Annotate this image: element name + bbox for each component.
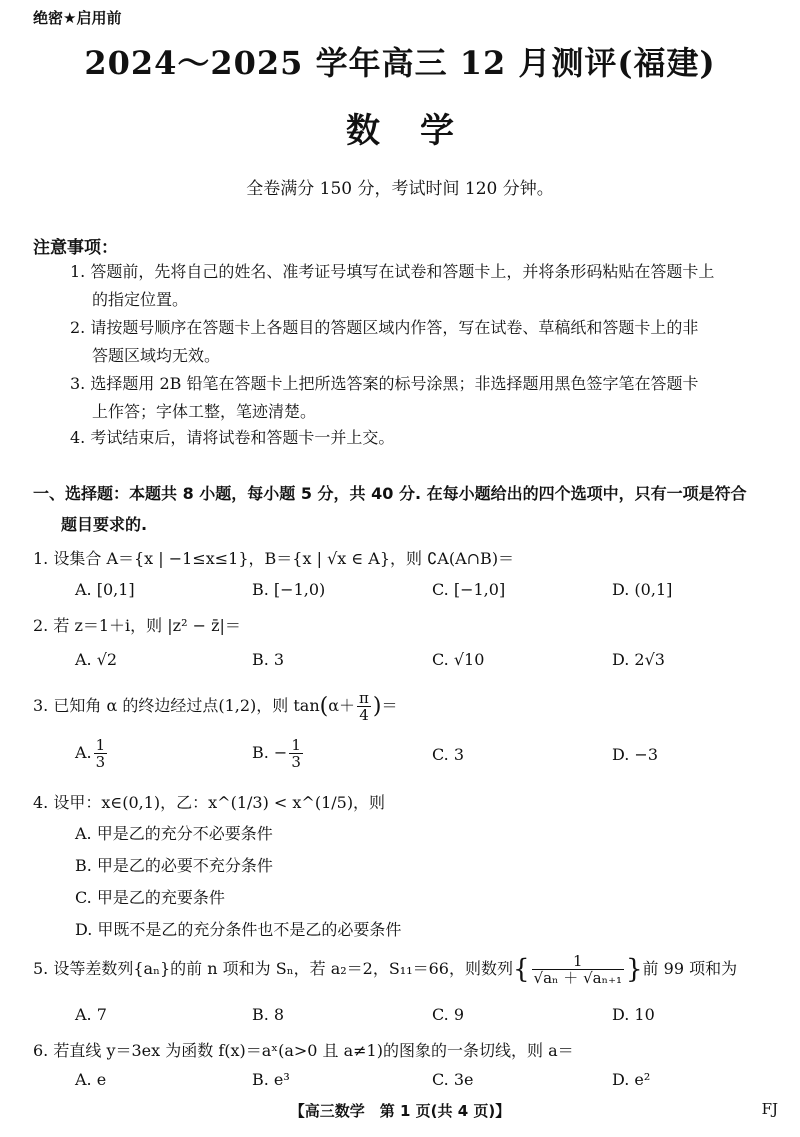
q2-option-c: C. √10 <box>432 650 485 669</box>
q2-option-d: D. 2√3 <box>612 650 665 669</box>
q4-option-c: C. 甲是乙的充要条件 <box>75 888 225 907</box>
q2-option-a: A. √2 <box>75 650 118 669</box>
q2-option-b: B. 3 <box>252 650 285 669</box>
frac-num: π <box>359 689 369 707</box>
frac-num: 1 <box>291 736 301 754</box>
question-4-stem: 4. 设甲：x∈(0,1)，乙：x^(1/3) < x^(1/5)，则 <box>33 793 386 812</box>
confidential-label: 绝密★启用前 <box>33 9 122 27</box>
notice-line: 3. 选择题用 2B 铅笔在答题卡上把所选答案的标号涂黑；非选择题用黑色签字笔在答题卡 <box>70 374 699 393</box>
question-2-stem: 2. 若 z＝1＋i，则 |z² − z̄|＝ <box>33 616 241 635</box>
q5-stem-tail: 前 99 项和为 <box>642 959 738 978</box>
pi-over-4 <box>357 690 371 723</box>
notice-item <box>70 258 770 314</box>
subject-title: 数学 <box>346 111 494 151</box>
fraction <box>94 737 108 770</box>
option-letter: B. − <box>252 743 288 762</box>
frac-num: 1 <box>532 953 624 970</box>
q5-option-c: C. 9 <box>432 1005 465 1024</box>
section-line: 一、选择题：本题共 8 小题，每小题 5 分，共 40 分. 在每小题给出的四个选项中，只有一项是符合 <box>33 484 747 503</box>
notice-line: 4. 考试结束后，请将试卷和答题卡一并上交。 <box>70 428 395 447</box>
page-footer: 【高三数学 第 1 页(共 4 页)】 <box>289 1102 511 1120</box>
notice-title: 注意事项： <box>33 238 118 258</box>
score-info: 全卷满分 150 分，考试时间 120 分钟。 <box>246 179 554 199</box>
q3-stem-eq: ＝ <box>381 696 398 715</box>
notice-item <box>70 314 770 370</box>
q4-option-b: B. 甲是乙的必要不充分条件 <box>75 856 273 875</box>
q5-option-b: B. 8 <box>252 1005 285 1024</box>
option-letter: A. <box>75 743 92 762</box>
notice-item <box>70 424 770 452</box>
q1-option-c: C. [−1,0] <box>432 580 506 599</box>
q3-stem-expr: α＋ <box>328 696 356 715</box>
notice-line: 答题区域均无效。 <box>92 346 221 365</box>
q4-option-d: D. 甲既不是乙的充分条件也不是乙的必要条件 <box>75 920 402 939</box>
q6-option-d: D. e² <box>612 1070 651 1089</box>
q5-option-d: D. 10 <box>612 1005 655 1024</box>
q5-option-a: A. 7 <box>75 1005 107 1024</box>
question-3-stem: 3. 已知角 α 的终边经过点(1,2)，则 tan(α＋ $\frac{\pi}{4}$ )＝ <box>33 689 398 724</box>
exam-title: 2024～2025 学年高三 12 月测评(福建) <box>84 44 716 82</box>
q3-option-c: C. 3 <box>432 745 465 764</box>
question-5-stem: 5. 设等差数列{aₙ}的前 n 项和为 Sₙ，若 a₂＝2，S₁₁＝66，则数列{ $\frac{1}{\text{√aₙ ＋ √aₙ₊₁}}$ }前 99 项和为 <box>33 952 738 987</box>
q6-option-b: B. e³ <box>252 1070 290 1089</box>
q5-stem-text: 5. 设等差数列{aₙ}的前 n 项和为 Sₙ，若 a₂＝2，S₁₁＝66，则数列 <box>33 959 513 978</box>
q1-option-a: A. [0,1] <box>75 580 135 599</box>
notice-line: 上作答；字体工整，笔迹清楚。 <box>92 402 317 421</box>
frac-den: 3 <box>291 753 301 771</box>
notice-line: 1. 答题前，先将自己的姓名、准考证号填写在试卷和答题卡上，并将条形码粘贴在答题卡上 <box>70 262 715 281</box>
frac-den: 3 <box>95 753 106 771</box>
question-1-stem: 1. 设集合 A＝{x | −1≤x≤1}，B＝{x | √x ∈ A}，则 ∁A(A∩B)＝ <box>33 549 515 568</box>
q1-option-d: D. (0,1] <box>612 580 673 599</box>
q5-fraction <box>532 953 624 986</box>
section-heading <box>33 478 778 540</box>
q6-option-a: A. e <box>75 1070 107 1089</box>
q6-option-c: C. 3e <box>432 1070 474 1089</box>
frac-num: 1 <box>95 736 106 754</box>
q1-option-b: B. [−1,0) <box>252 580 326 599</box>
q3-option-d: D. −3 <box>612 745 659 764</box>
q4-option-a: A. 甲是乙的充分不必要条件 <box>75 824 273 843</box>
q3-option-b <box>252 737 305 770</box>
q3-stem-text: 3. 已知角 α 的终边经过点(1,2)，则 tan <box>33 696 320 715</box>
q3-option-a <box>75 737 109 770</box>
section-line: 题目要求的. <box>61 515 148 534</box>
fraction <box>289 737 303 770</box>
frac-den: 4 <box>359 706 369 724</box>
notice-item <box>70 370 770 426</box>
notice-line: 的指定位置。 <box>92 290 189 309</box>
question-6-stem: 6. 若直线 y＝3ex 为函数 f(x)＝aˣ(a>0 且 a≠1)的图象的一条切线，则 a＝ <box>33 1041 574 1060</box>
notice-line: 2. 请按题号顺序在答题卡上各题目的答题区域内作答，写在试卷、草稿纸和答题卡上的非 <box>70 318 699 337</box>
region-code: FJ <box>761 1100 778 1118</box>
frac-den: √aₙ ＋ √aₙ₊₁ <box>533 969 622 987</box>
